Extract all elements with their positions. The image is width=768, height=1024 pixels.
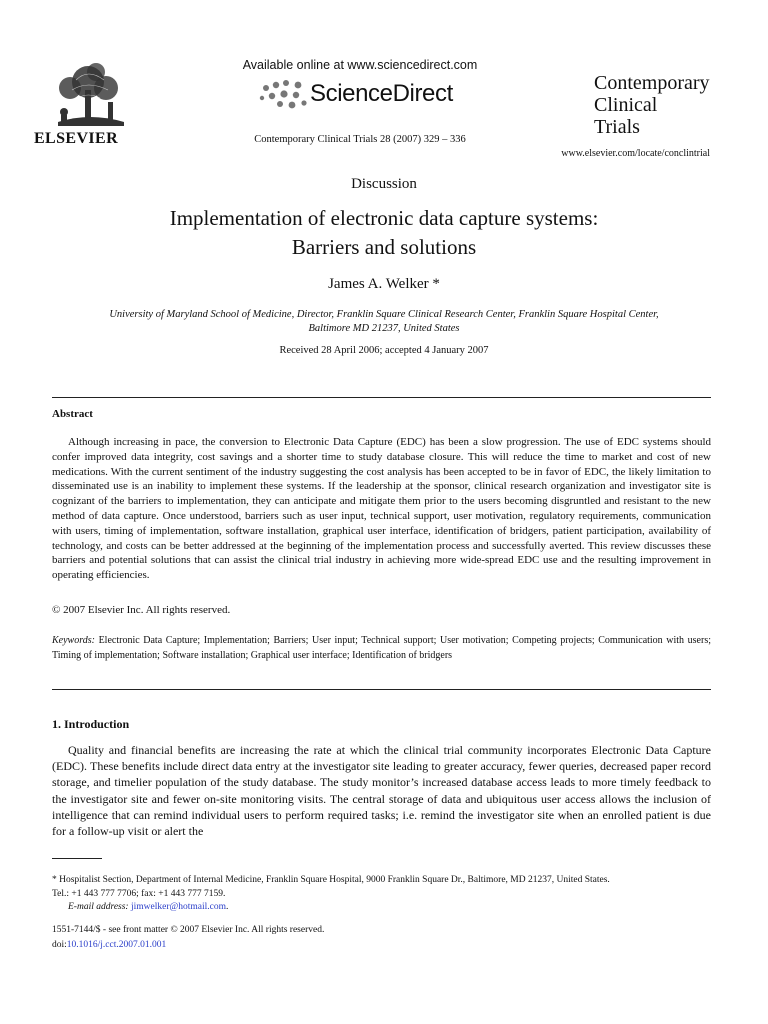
article-title bbox=[60, 204, 708, 262]
author-text: James A. Welker bbox=[328, 276, 429, 292]
footnote-divider bbox=[52, 858, 102, 859]
email-link[interactable]: jimwelker@hotmail.com bbox=[130, 902, 227, 912]
keywords-text: Electronic Data Capture; Implementation; Barriers; User input; Technical support; User motivation; Competing projects; Communication with users; Timing of implementation; Software installation; Graphical user interface; Identification of bridgers bbox=[52, 635, 711, 661]
journal-title bbox=[594, 72, 734, 138]
journal-title-line: Clinical bbox=[594, 94, 658, 116]
author-affiliation bbox=[80, 308, 688, 336]
abstract-text: Although increasing in pace, the conversion to Electronic Data Capture (EDC) has been a slow progression. The use of EDC systems should confer improved data integrity, cost savings and a shorter time to study database closure. This will reduce the time to market and cost of new medications. With the current sentiment of the industry suggesting the cost analysis has been accepted to be in favor of EDC, the likely limitation to disseminated use is an inability to implement these systems. If the leadership at the sponsor, clinical research organization and investigator site is cognizant of the barriers to implementation, they can anticipate and mitigate them prior to the users becoming disgruntled and resistant to the new method of data capture. Once understood, barriers such as user input, technical support, user motivation, regulatory requirements, communication with users, timing of implementation, software installation, graphical user interface, identification of bridgers, patient participation, availability of technology, and costs can be better addressed at the beginning of the implementation process and successfully averted. This review discusses these barriers and potential solutions that can assist the clinical trial industry in achieving more wide-spread EDC use and the resulting improvement in operating efficiencies. bbox=[52, 436, 711, 582]
journal-url-link[interactable]: www.elsevier.com/locate/conclintrial bbox=[561, 148, 710, 159]
available-online-text: Available online at www.sciencedirect.com bbox=[242, 58, 478, 72]
keywords bbox=[52, 634, 711, 663]
footnote-phone: Tel.: +1 443 777 7706; fax: +1 443 777 7159. bbox=[52, 888, 226, 899]
received-dates: Received 28 April 2006; accepted 4 January 2007 bbox=[279, 345, 489, 356]
footnote-marker[interactable]: * bbox=[428, 276, 440, 292]
affiliation-line: Baltimore MD 21237, United States bbox=[308, 323, 460, 334]
journal-citation: Contemporary Clinical Trials 28 (2007) 329 – 336 bbox=[254, 134, 466, 145]
author-name bbox=[0, 276, 768, 293]
author-footnote bbox=[52, 874, 711, 915]
abstract-copyright: © 2007 Elsevier Inc. All rights reserved. bbox=[52, 604, 231, 616]
footnote-mark: * bbox=[52, 875, 57, 885]
keywords-label: Keywords: bbox=[52, 635, 95, 646]
abstract-heading: Abstract bbox=[52, 408, 93, 420]
doi-label: doi: bbox=[52, 940, 67, 950]
footnote-line bbox=[52, 874, 711, 888]
section-label: Discussion bbox=[351, 176, 417, 192]
abstract-body bbox=[52, 435, 711, 583]
email-end: . bbox=[226, 902, 229, 912]
section-heading-introduction: 1. Introduction bbox=[52, 717, 130, 731]
doi-line bbox=[52, 940, 166, 950]
journal-title-line: Trials bbox=[594, 116, 640, 138]
footnote-email-line bbox=[52, 901, 711, 915]
journal-title-line: Contemporary bbox=[594, 72, 710, 94]
doi-link[interactable]: 10.1016/j.cct.2007.01.001 bbox=[66, 940, 167, 950]
affiliation-line: University of Maryland School of Medicine, Director, Franklin Square Clinical Research Center, Franklin Square Hospital Center, bbox=[109, 309, 659, 320]
email-label: E-mail address: bbox=[68, 902, 129, 912]
footnote-address: Hospitalist Section, Department of Internal Medicine, Franklin Square Hospital, 9000 Franklin Square Dr., Baltimore, MD 21237, United States. bbox=[56, 875, 610, 885]
divider bbox=[52, 689, 711, 690]
divider bbox=[52, 397, 711, 398]
publisher-name: ELSEVIER bbox=[33, 130, 119, 147]
title-line: Implementation of electronic data capture systems: bbox=[169, 206, 599, 230]
sciencedirect-wordmark: ScienceDirect bbox=[310, 80, 453, 107]
title-line: Barriers and solutions bbox=[291, 235, 477, 259]
introduction-text: Quality and financial benefits are increasing the rate at which the clinical trial community incorporates Electronic Data Capture (EDC). These benefits include direct data entry at the investigator site leading to greater accuracy, fewer queries, decreased paper record storage, and timelier population of the study database. The study monitor’s increased database access leads to more timely feedback to the investigator site and fewer on-site monitoring visits. The central storage of data and ubiquitous user access allows the inclusion of intelligence that can remind individual users to perform required tasks; i.e. remind the investigator site when an enrolled patient is due for a follow-up visit or alert the bbox=[52, 743, 711, 839]
issn-line: 1551-7144/$ - see front matter © 2007 Elsevier Inc. All rights reserved. bbox=[52, 925, 325, 935]
